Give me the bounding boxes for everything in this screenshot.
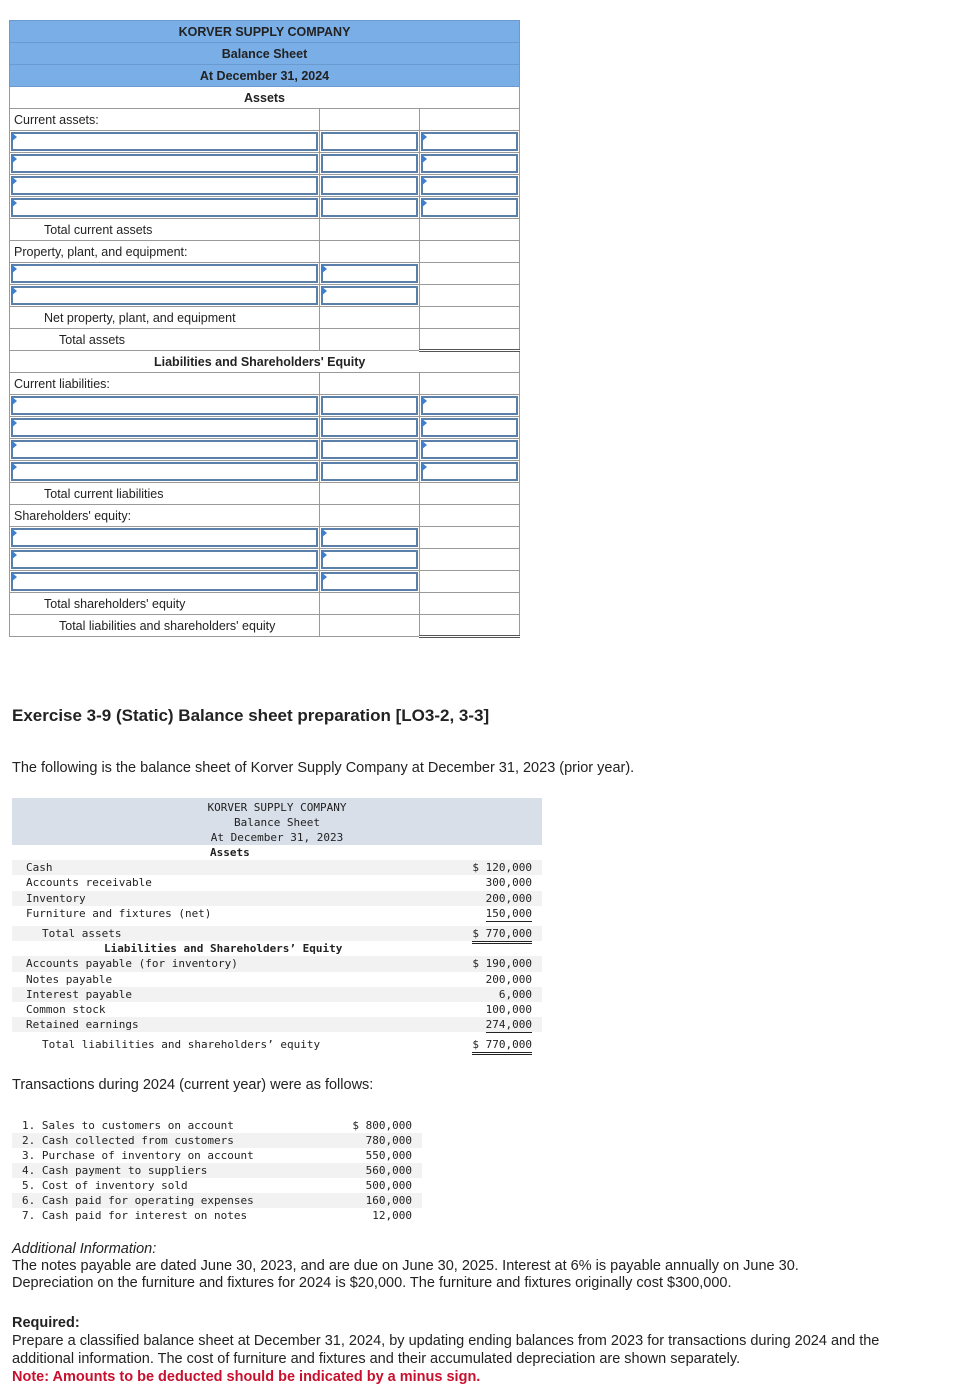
dropdown-triangle-icon [321, 550, 327, 560]
dropdown-triangle-icon [321, 572, 327, 582]
ws-total-liab-equity: Total liabilities and shareholders' equity [10, 615, 320, 637]
dropdown-triangle-icon [11, 286, 17, 296]
ppe-account-select-2[interactable] [10, 285, 320, 307]
se-account-select-2[interactable] [10, 549, 320, 571]
ca-amount-input-4[interactable] [320, 197, 420, 219]
ws-shareholders-equity-label: Shareholders' equity: [10, 505, 320, 527]
cl-total-input-3[interactable] [420, 439, 520, 461]
ws-date: At December 31, 2024 [10, 65, 520, 87]
list-item: 4. Cash payment to suppliers 560,000 [12, 1163, 422, 1178]
cl-account-select-1[interactable] [10, 395, 320, 417]
list-item: 2. Cash collected from customers 780,000 [12, 1133, 422, 1148]
dropdown-triangle-icon [421, 198, 427, 208]
table-row: Total liabilities and shareholders’ equity $ 770,000 [12, 1037, 542, 1052]
ws-liab-heading: Liabilities and Shareholders' Equity [10, 351, 520, 373]
cl-account-select-3[interactable] [10, 439, 320, 461]
ws-current-assets-label: Current assets: [10, 109, 320, 131]
cl-total-input-2[interactable] [420, 417, 520, 439]
cl-amount-input-3[interactable] [320, 439, 420, 461]
required-text: Prepare a classified balance sheet at December 31, 2024, by updating ending balances from 2023 for transactions during 2024 and the additional information. The cost of furniture and fixtures and their accumulated depreciation are shown separately. [12, 1333, 880, 1367]
exercise-intro: The following is the balance sheet of Korver Supply Company at December 31, 2023 (prior year). [12, 760, 635, 776]
ca-total-input-4[interactable] [420, 197, 520, 219]
exercise-title: Exercise 3-9 (Static) Balance sheet preparation [LO3-2, 3-3] [12, 706, 490, 725]
ws-total-shareholders-equity: Total shareholders' equity [10, 593, 320, 615]
dropdown-triangle-icon [421, 176, 427, 186]
additional-line-2: Depreciation on the furniture and fixtures for 2024 is $20,000. The furniture and fixtures originally cost $300,000. [12, 1275, 732, 1291]
table-row: Inventory 200,000 [12, 891, 542, 906]
dropdown-triangle-icon [11, 176, 17, 186]
required-section [12, 1314, 942, 1386]
table-row: Accounts receivable 300,000 [26, 876, 532, 890]
cl-amount-input-4[interactable] [320, 461, 420, 483]
se-account-select-1[interactable] [10, 527, 320, 549]
dropdown-triangle-icon [421, 418, 427, 428]
dropdown-triangle-icon [421, 154, 427, 164]
dropdown-triangle-icon [11, 132, 17, 142]
transactions-intro: Transactions during 2024 (current year) were as follows: [12, 1077, 374, 1093]
total-shareholders-equity-cell[interactable] [420, 593, 520, 615]
ws-ppe-label: Property, plant, and equipment: [10, 241, 320, 263]
table-row: Interest payable 6,000 [12, 987, 542, 1002]
total-current-liabilities-cell[interactable] [420, 483, 520, 505]
table-row: Retained earnings 274,000 [12, 1017, 542, 1032]
bs2023-assets-heading: Assets [210, 846, 250, 859]
ca-account-select-4[interactable] [10, 197, 320, 219]
ppe-account-select-1[interactable] [10, 263, 320, 285]
ws-total-assets: Total assets [10, 329, 320, 351]
ws-statement: Balance Sheet [10, 43, 520, 65]
se-amount-input-2[interactable] [320, 549, 420, 571]
ca-account-select-2[interactable] [10, 153, 320, 175]
se-account-select-3[interactable] [10, 571, 320, 593]
dropdown-triangle-icon [11, 462, 17, 472]
total-liab-equity-cell[interactable] [420, 615, 520, 637]
dropdown-triangle-icon [421, 132, 427, 142]
list-item: 1. Sales to customers on account $ 800,000 [22, 1119, 412, 1132]
additional-line-1: The notes payable are dated June 30, 2023, and are due on June 30, 2025. Interest at 6% is payable annually on June 30. [12, 1258, 799, 1274]
ws-company: KORVER SUPPLY COMPANY [10, 21, 520, 43]
list-item: 7. Cash paid for interest on notes 12,000 [22, 1209, 412, 1222]
bs2023-company: KORVER SUPPLY COMPANY [207, 801, 347, 814]
cl-account-select-4[interactable] [10, 461, 320, 483]
total-current-assets-cell[interactable] [420, 219, 520, 241]
ca-account-select-1[interactable] [10, 131, 320, 153]
ws-current-liabilities-label: Current liabilities: [10, 373, 320, 395]
ws-total-current-assets: Total current assets [10, 219, 320, 241]
ca-amount-input-2[interactable] [320, 153, 420, 175]
ca-total-input-3[interactable] [420, 175, 520, 197]
dropdown-triangle-icon [11, 198, 17, 208]
ws-total-current-liabilities: Total current liabilities [10, 483, 320, 505]
bs2023-statement: Balance Sheet [233, 816, 321, 829]
dropdown-triangle-icon [11, 550, 17, 560]
cl-total-input-4[interactable] [420, 461, 520, 483]
list-item: 5. Cost of inventory sold 500,000 [22, 1179, 412, 1192]
dropdown-triangle-icon [321, 264, 327, 274]
table-row: Cash $ 120,000 [12, 860, 542, 875]
dropdown-triangle-icon [421, 440, 427, 450]
net-ppe-cell[interactable] [420, 307, 520, 329]
additional-information [12, 1241, 942, 1292]
balance-sheet-2023 [12, 798, 542, 1052]
additional-heading: Additional Information: [12, 1241, 157, 1257]
dropdown-triangle-icon [421, 462, 427, 472]
ws-assets-heading: Assets [10, 87, 520, 109]
dropdown-triangle-icon [11, 528, 17, 538]
required-note: Note: Amounts to be deducted should be indicated by a minus sign. [12, 1369, 481, 1385]
table-row: Common stock 100,000 [26, 1002, 532, 1016]
ca-amount-input-1[interactable] [320, 131, 420, 153]
ca-total-input-1[interactable] [420, 131, 520, 153]
list-item: 3. Purchase of inventory on account 550,000 [22, 1149, 412, 1162]
bs2023-liab-heading: Liabilities and Shareholders’ Equity [104, 942, 343, 956]
ca-total-input-2[interactable] [420, 153, 520, 175]
dropdown-triangle-icon [11, 154, 17, 164]
list-item: 6. Cash paid for operating expenses 160,000 [12, 1193, 422, 1208]
bs2023-date: At December 31, 2023 [210, 831, 344, 844]
ws-net-ppe: Net property, plant, and equipment [10, 307, 320, 329]
table-row: Notes payable 200,000 [26, 972, 532, 986]
transactions-list [12, 1118, 422, 1223]
dropdown-triangle-icon [11, 396, 17, 406]
ppe-amount-input-2[interactable] [320, 285, 420, 307]
dropdown-triangle-icon [321, 528, 327, 538]
ppe-amount-input-1[interactable] [320, 263, 420, 285]
dropdown-triangle-icon [11, 440, 17, 450]
ca-account-select-3[interactable] [10, 175, 320, 197]
se-amount-input-1[interactable] [320, 527, 420, 549]
bs2023-header [12, 798, 542, 845]
ca-amount-input-3[interactable] [320, 175, 420, 197]
required-heading: Required: [12, 1315, 80, 1331]
balance-sheet-worksheet [9, 20, 520, 638]
table-row: Accounts payable (for inventory) $ 190,000 [12, 956, 542, 971]
cl-amount-input-1[interactable] [320, 395, 420, 417]
dropdown-triangle-icon [11, 418, 17, 428]
table-row: Furniture and fixtures (net) 150,000 [26, 906, 532, 920]
cl-amount-input-2[interactable] [320, 417, 420, 439]
dropdown-triangle-icon [421, 396, 427, 406]
cl-account-select-2[interactable] [10, 417, 320, 439]
dropdown-triangle-icon [11, 264, 17, 274]
dropdown-triangle-icon [11, 572, 17, 582]
dropdown-triangle-icon [321, 286, 327, 296]
se-amount-input-3[interactable] [320, 571, 420, 593]
cl-total-input-1[interactable] [420, 395, 520, 417]
table-row: Total assets $ 770,000 [12, 926, 542, 941]
total-assets-cell[interactable] [420, 329, 520, 351]
